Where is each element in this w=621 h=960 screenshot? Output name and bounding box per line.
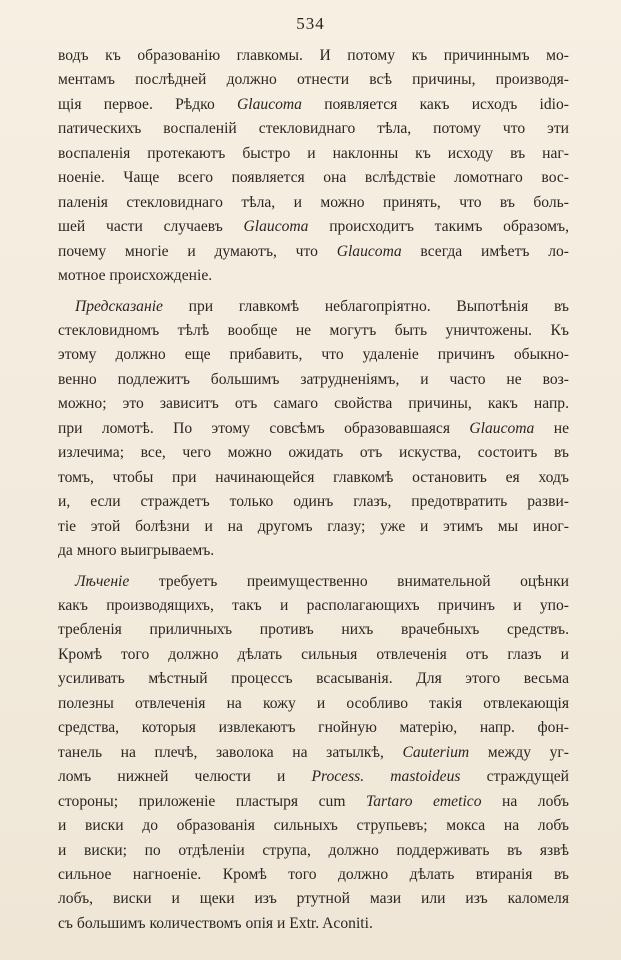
text-line: лобъ, виски и щеки изъ ртутной мази или изъ каломеля [58,890,569,908]
page-text [58,44,569,936]
text-line: воспаленія протекаютъ быстро и наклонны къ исходу въ наг- [58,144,569,162]
paragraph [58,295,569,564]
page-number: 534 [296,14,325,33]
text-line: стекловидномъ тѣлѣ вообще не могутъ быть уничтожены. Къ [58,321,569,339]
text-line: почему многіе и думаютъ, что Glaucoma всегда имѣетъ ло- [58,242,569,260]
text-line: требленія приличныхъ противъ нихъ врачебныхъ средствъ. [58,621,569,639]
text-line: Лѣченіе требуетъ преимущественно внимательной оцѣнки [75,572,569,590]
text-line: полезны отвлеченія на кожу и особливо такія отвлекающія [58,694,569,712]
text-line: съ большимъ количествомъ опія и Extr. Aconiti. [58,914,373,932]
text-line: танель на плечѣ, заволока на затылкѣ, Cauterium между уг- [58,743,569,761]
text-line: водъ къ образованію главкомы. И потому къ причиннымъ мо- [58,47,569,64]
paragraph [58,570,569,937]
text-line: Предсказаніе при главкомѣ неблагопріятно. Выпотѣнія въ [75,297,569,315]
text-line: мотное происхожденіе. [58,267,213,285]
text-line: стороны; приложеніе пластыря cum Tartaro emetico на лобъ [58,792,569,810]
text-line: сильное нагноеніе. Кромѣ того должно дѣлать втиранія въ [58,865,569,883]
text-line: шей части случаевъ Glaucoma происходитъ такимъ образомъ, [58,218,569,236]
text-line: патическихъ воспаленій стекловиднаго тѣла, потому что эти [58,120,569,138]
text-line: и виски; по отдѣленіи струпа, должно поддерживать въ язвѣ [58,841,569,859]
text-line: можно; это зависитъ отъ самаго свойства причины, какъ напр. [58,395,569,413]
text-line: усиливать мѣстный процессъ всасыванія. Для этого весьма [58,670,569,688]
text-line: при ломотѣ. По этому совсѣмъ образовавшаяся Glaucoma не [58,419,569,437]
paragraph [58,44,569,289]
text-line: и виски до образованія сильныхъ струпьевъ; мокса на лобъ [58,817,569,835]
text-line: этому должно еще прибавить, что удаленіе причинъ обыкно- [58,346,569,364]
text-line: ломъ нижней челюсти и Process. mastoideus страждущей [58,768,569,786]
text-line: ментамъ послѣдней должно отнести всѣ причины, производя- [58,71,569,89]
text-line: паленія стекловиднаго тѣла, и можно принять, что въ боль- [58,193,569,211]
text-line: излечима; все, чего можно ожидать отъ искуства, состоитъ въ [58,444,569,462]
text-line: тіе этой болѣзни и на другомъ глазу; уже и этимъ мы иног- [58,517,569,535]
text-line: средства, которыя извлекаютъ гнойную матерію, напр. фон- [58,719,569,737]
text-line: да много выигрываемъ. [58,542,215,560]
text-line: ноеніе. Чаще всего появляется она вслѣдствіе ломотнаго вос- [58,169,569,187]
text-line: Кромѣ того должно дѣлать сильныя отвлеченія отъ глазъ и [58,645,569,663]
text-line: щія первое. Рѣдко Glaucoma появляется какъ исходъ idio- [58,95,569,113]
text-line: венно подлежитъ большимъ затрудненіямъ, и часто не воз- [58,370,569,388]
text-line: и, если страждетъ только одинъ глазъ, предотвратить разви- [58,493,569,511]
text-line: томъ, чтобы при начинающейся главкомѣ остановить ея ходъ [58,468,569,486]
text-line: какъ производящихъ, такъ и располагающихъ причинъ и упо- [58,596,569,614]
